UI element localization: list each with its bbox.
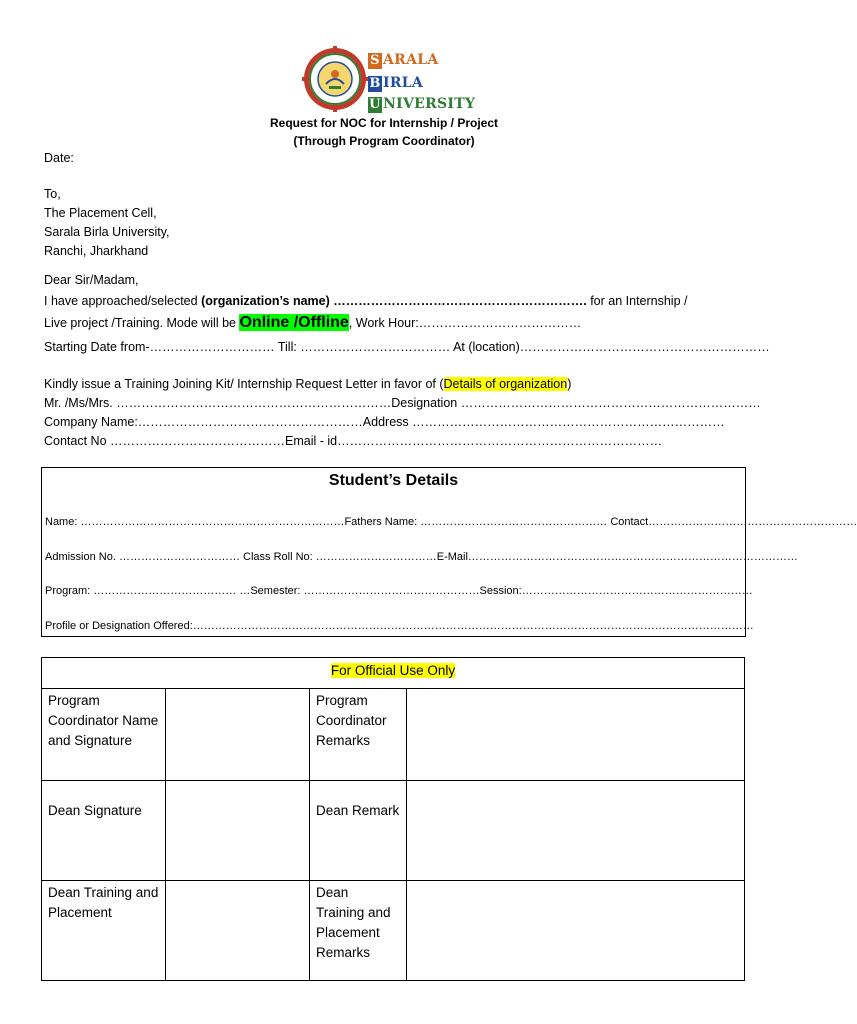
cell-dean-tp-remarks [407,881,745,981]
address-line-3: Ranchi, Jharkhand [44,244,149,258]
brand-line-birla: B IRLA [369,75,424,91]
cell-coordinator-label: Program Coordinator Name and Signature [42,689,166,781]
paragraph-line-1: I have approached/selected (organization’s name) ……………………………………………………. for an Internship / [44,294,688,308]
paragraph-line-4: Kindly issue a Training Joining Kit/ Internship Request Letter in favor of (Details of organization) [44,377,572,391]
cell-dean-signature [166,781,310,881]
address-line-2: Sarala Birla University, [44,225,170,239]
official-use-table [41,657,745,981]
cell-dean-remark-label: Dean Remark [310,781,407,881]
cell-coordinator-remarks [407,689,745,781]
brand-line-university: U NIVERSITY [369,96,476,112]
cell-dean-tp-signature [166,881,310,981]
cell-dean-tp-label: Dean Training and Placement [42,881,166,981]
cell-coordinator-signature [166,689,310,781]
form-title: Request for NOC for Internship / Project [269,116,499,130]
student-row-admission: Admission No. …………………………… Class Roll No: ……………………………E-Mail……………………………………………………………………………… [45,551,798,563]
cell-coordinator-remarks-label: Program Coordinator Remarks [310,689,407,781]
official-header-cell: For Official Use Only [42,658,745,689]
to-line: To, [44,187,61,201]
mode-highlight: Online /Offline [239,314,349,331]
details-highlight: Details of organization [443,377,568,391]
student-details-heading: Student’s Details [328,472,459,489]
student-row-name: Name: ………………………………………………………………Fathers Name: …………………………………………… Contact………………………………………………… [45,516,857,528]
form-subtitle: (Through Program Coordinator) [293,134,475,148]
paragraph-line-3: Starting Date from-………………………… Till: ……………………………… At (location)…………………………………………………… [44,340,770,354]
brand-line-sarala: S ARALA [368,51,439,69]
paragraph-line-2: Live project /Training. Mode will be Online /Offline, Work Hour:………………………………… [44,314,582,331]
address-line-1: The Placement Cell, [44,206,157,220]
student-row-profile: Profile or Designation Offered:……………………………………………………………………………………………………………………………………… [45,620,754,632]
paragraph-line-7: Contact No ……………………………………Email - id…………………………………………………………………… [44,434,663,448]
paragraph-line-5: Mr. /Ms/Mrs. …………………………………………………………Designation ……………………………………………………………… [44,396,761,410]
salutation: Dear Sir/Madam, [44,273,139,287]
university-seal-logo [300,46,370,112]
paragraph-line-6: Company Name:………………………………………………Address ………………………………………………………………… [44,415,725,429]
date-field: Date: [44,151,74,165]
cell-dean-tp-remarks-label: Dean Training and Placement Remarks [310,881,407,981]
student-details-box [41,467,857,637]
cell-dean-remark [407,781,745,881]
cell-dean-signature-label: Dean Signature [42,781,166,881]
student-row-program: Program: ………………………………… …Semester: …………………………………………Session:……………………………………………………… [45,585,753,597]
